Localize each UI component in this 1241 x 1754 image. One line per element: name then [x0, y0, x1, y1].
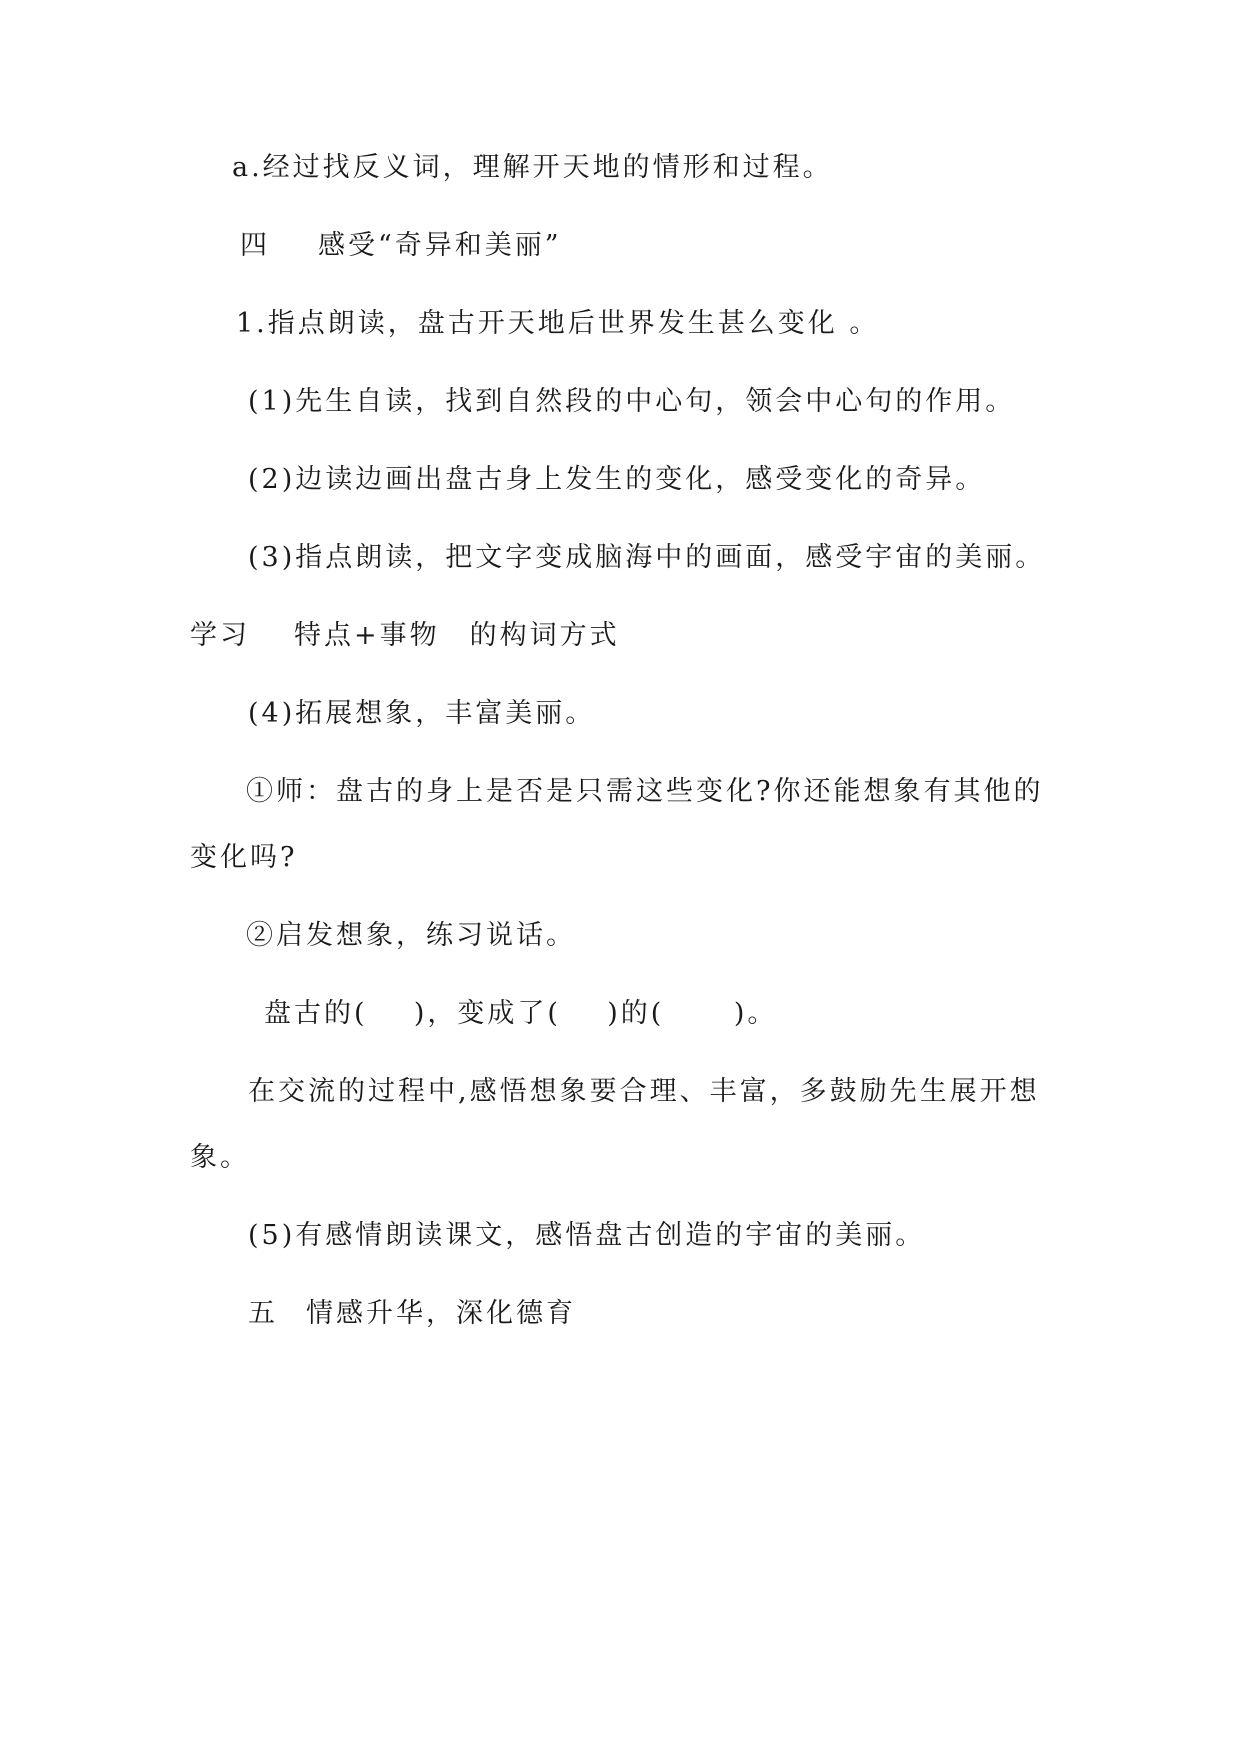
- section-number: 四: [240, 230, 270, 261]
- item-1-4-line: (4)拓展想象，丰富美丽。: [248, 698, 596, 729]
- item-1-3-line: (3)指点朗读，把文字变成脑海中的画面，感受宇宙的美丽。: [248, 542, 1046, 573]
- section-four-heading: [240, 228, 562, 264]
- word-formation-pattern: 特点+事物: [294, 620, 440, 651]
- exchange-guidance-continued: 象。: [190, 1142, 250, 1173]
- section-five-heading: [248, 1296, 576, 1332]
- word-formation-lead: 学习: [190, 620, 250, 651]
- step-a-line: a.经过找反义词，理解开天地的情形和过程。: [232, 152, 833, 183]
- speaking-practice-line: ②启发想象，练习说话。: [246, 920, 576, 951]
- section-title: 情感升华，深化德育: [306, 1298, 576, 1329]
- item-1-2-line: (2)边读边画出盘古身上发生的变化，感受变化的奇异。: [248, 464, 986, 495]
- exchange-guidance-line: 在交流的过程中,感悟想象要合理、丰富，多鼓励先生展开想: [248, 1076, 1040, 1107]
- word-formation-tail: 的构词方式: [469, 620, 620, 651]
- item-1-1-line: (1)先生自读，找到自然段的中心句，领会中心句的作用。: [248, 386, 1016, 417]
- fill-in-sentence: 盘古的( )，变成了( )的( )。: [264, 998, 778, 1029]
- teacher-question-continued: 变化吗?: [190, 842, 298, 873]
- word-formation-line: [190, 618, 620, 654]
- section-title: 感受“奇异和美丽”: [318, 230, 562, 261]
- teacher-question-line: ①师：盘古的身上是否是只需这些变化?你还能想象有其他的: [246, 776, 1044, 807]
- item-1-5-line: (5)有感情朗读课文，感悟盘古创造的宇宙的美丽。: [248, 1220, 926, 1251]
- section-number: 五: [248, 1298, 278, 1329]
- item-1-line: 1.指点朗读，盘古开天地后世界发生甚么变化 。: [236, 308, 880, 339]
